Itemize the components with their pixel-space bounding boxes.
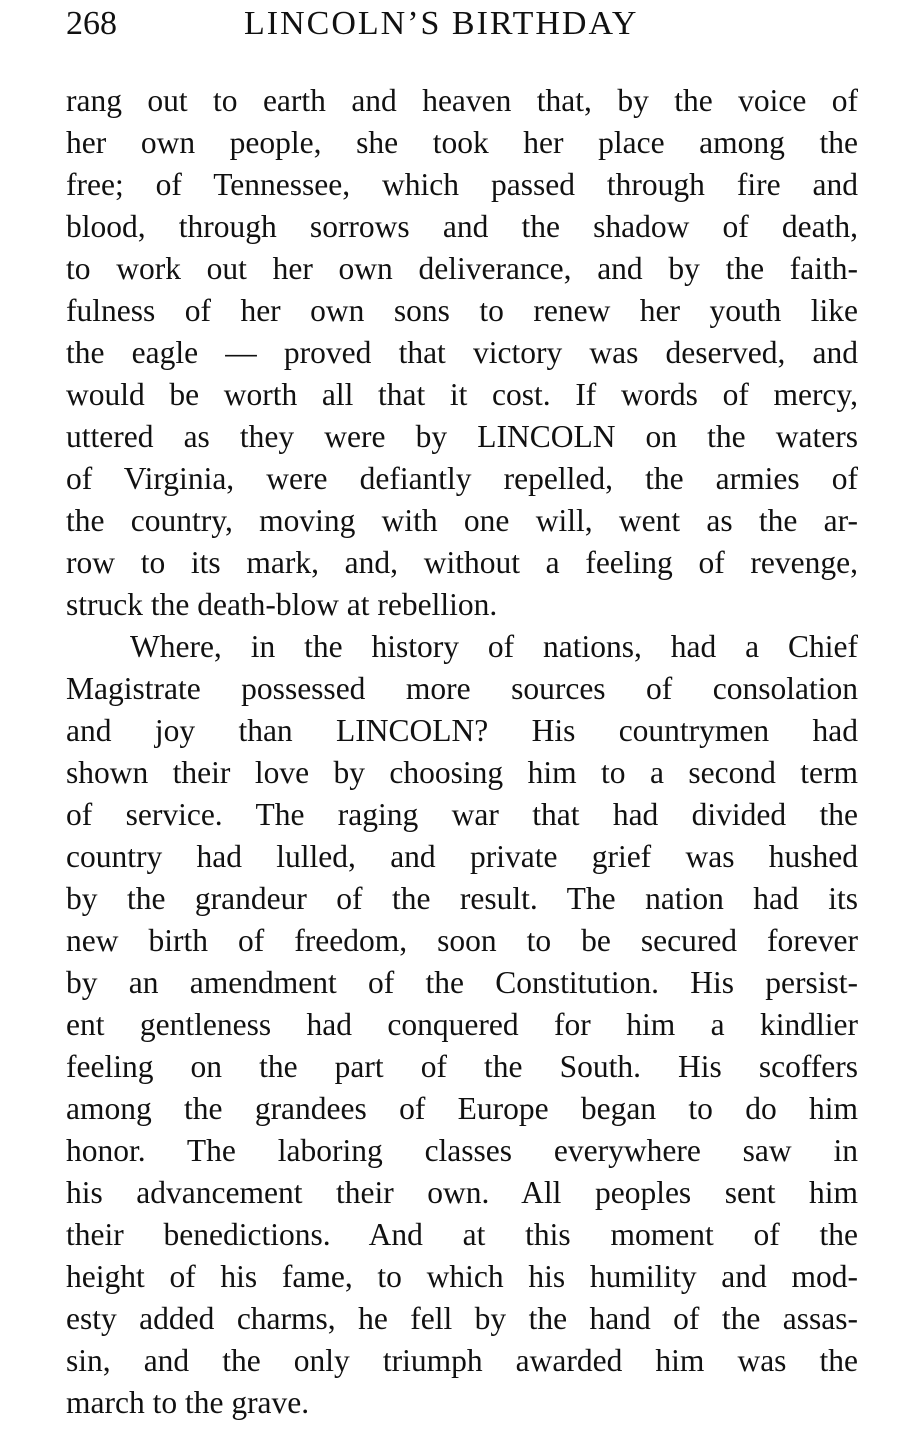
running-head: [66, 2, 856, 52]
text-line: would be worth all that it cost. If words of mercy,: [66, 377, 858, 412]
text-line: the country, moving with one will, went as the ar-: [66, 503, 858, 538]
text-line: and joy than LINCOLN? His countrymen had: [66, 713, 858, 748]
page-number: 268: [66, 5, 117, 42]
text-line: by an amendment of the Constitution. His persist-: [66, 965, 858, 1000]
text-line: new birth of freedom, soon to be secured forever: [66, 923, 858, 958]
text-line: fulness of her own sons to renew her youth like: [66, 293, 858, 328]
text-line: by the grandeur of the result. The nation had its: [66, 881, 858, 916]
text-line: their benedictions. And at this moment of the: [66, 1217, 858, 1252]
text-line: her own people, she took her place among the: [66, 125, 858, 160]
text-line: among the grandees of Europe began to do him: [66, 1091, 858, 1126]
text-line: of Virginia, were defiantly repelled, the armies of: [66, 461, 858, 496]
text-line: his advancement their own. All peoples sent him: [66, 1175, 858, 1210]
text-line: feeling on the part of the South. His scoffers: [66, 1049, 858, 1084]
text-line: uttered as they were by LINCOLN on the waters: [66, 419, 858, 454]
text-line: sin, and the only triumph awarded him was the: [66, 1343, 858, 1378]
text-line: to work out her own deliverance, and by the faith-: [66, 251, 858, 286]
text-line: Magistrate possessed more sources of consolation: [66, 671, 858, 706]
text-line: height of his fame, to which his humility and mod-: [66, 1259, 858, 1294]
paragraph-2: [66, 626, 858, 1424]
text-line: shown their love by choosing him to a second term: [66, 755, 858, 790]
text-line: blood, through sorrows and the shadow of death,: [66, 209, 858, 244]
text-line: struck the death-blow at rebellion.: [66, 587, 498, 622]
text-line: rang out to earth and heaven that, by the voice of: [66, 83, 858, 118]
body-text: [66, 80, 858, 1424]
text-line: esty added charms, he fell by the hand of the assas-: [66, 1301, 858, 1336]
text-line: the eagle — proved that victory was deserved, and: [66, 335, 858, 370]
text-line: Where, in the history of nations, had a Chief: [130, 629, 858, 664]
text-line: march to the grave.: [66, 1385, 310, 1420]
text-line: free; of Tennessee, which passed through fire and: [66, 167, 858, 202]
paragraph-1: [66, 80, 858, 626]
text-line: of service. The raging war that had divided the: [66, 797, 858, 832]
text-line: row to its mark, and, without a feeling of revenge,: [66, 545, 858, 580]
text-line: country had lulled, and private grief was hushed: [66, 839, 858, 874]
text-line: honor. The laboring classes everywhere saw in: [66, 1133, 858, 1168]
text-line: ent gentleness had conquered for him a kindlier: [66, 1007, 858, 1042]
running-title: LINCOLN’S BIRTHDAY: [244, 5, 639, 42]
